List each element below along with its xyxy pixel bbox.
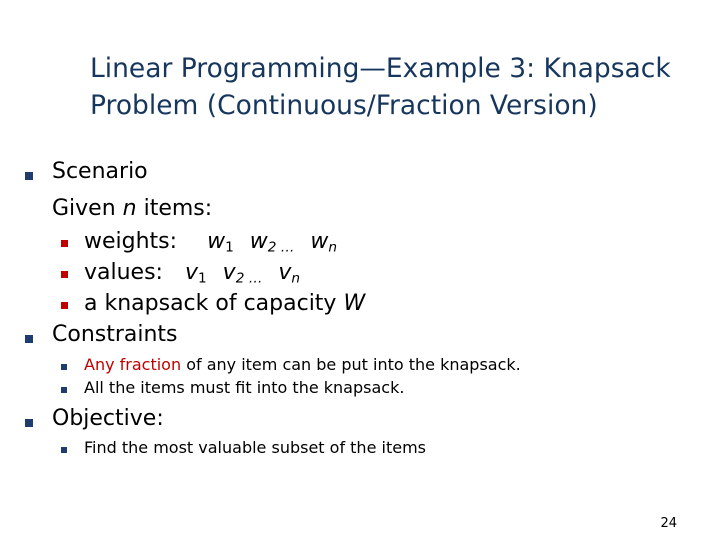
- value-var-2: v: [222, 260, 236, 285]
- values-label: values:: [84, 260, 163, 285]
- constraint-item-1: [84, 357, 521, 373]
- square-bullet-icon: [25, 172, 33, 180]
- given-suffix: items:: [136, 196, 213, 221]
- weight-var-2: w: [249, 229, 268, 254]
- square-bullet-icon: [61, 240, 68, 247]
- objective-item-1: Find the most valuable subset of the items: [84, 438, 426, 457]
- weight-var-1: w: [207, 229, 226, 254]
- square-bullet-icon: [25, 419, 33, 427]
- square-bullet-icon: [61, 271, 68, 278]
- slide-title: [90, 50, 715, 124]
- given-prefix: Given: [52, 196, 123, 221]
- value-sub-n: n: [291, 270, 300, 287]
- square-bullet-icon: [61, 302, 68, 309]
- constraint-item-1-text: of any item can be put into the knapsack.: [181, 355, 521, 374]
- value-var-1: v: [184, 260, 198, 285]
- capacity-var: W: [343, 291, 366, 316]
- constraint-item-2: All the items must fit into the knapsack.: [84, 378, 405, 397]
- weight-sub-2: 2 …: [267, 239, 295, 256]
- constraints-heading: Constraints: [52, 322, 178, 347]
- slide-title-line-2: Problem (Continuous/Fraction Version): [90, 90, 598, 121]
- square-bullet-icon: [61, 387, 67, 393]
- page-number: 24: [660, 516, 677, 531]
- values-line: [84, 260, 300, 287]
- value-sub-1: 1: [198, 270, 207, 287]
- weight-sub-1: 1: [225, 239, 234, 256]
- square-bullet-icon: [61, 364, 67, 370]
- constraint-highlight: Any fraction: [84, 355, 182, 374]
- square-bullet-icon: [61, 447, 67, 453]
- square-bullet-icon: [25, 335, 33, 343]
- value-var-n: v: [278, 260, 292, 285]
- given-items-line: [52, 198, 212, 220]
- weights-label: weights:: [84, 229, 178, 254]
- given-var: n: [122, 196, 137, 221]
- scenario-heading: Scenario: [52, 159, 148, 184]
- value-sub-2: 2 …: [235, 270, 263, 287]
- slide-title-line-1: Linear Programming—Example 3: Knapsack: [90, 53, 671, 84]
- weight-sub-n: n: [328, 239, 337, 256]
- weight-var-n: w: [310, 229, 329, 254]
- capacity-line: [84, 293, 365, 315]
- capacity-text: a knapsack of capacity: [84, 291, 344, 316]
- objective-heading: Objective:: [52, 406, 164, 431]
- weights-line: [84, 229, 337, 256]
